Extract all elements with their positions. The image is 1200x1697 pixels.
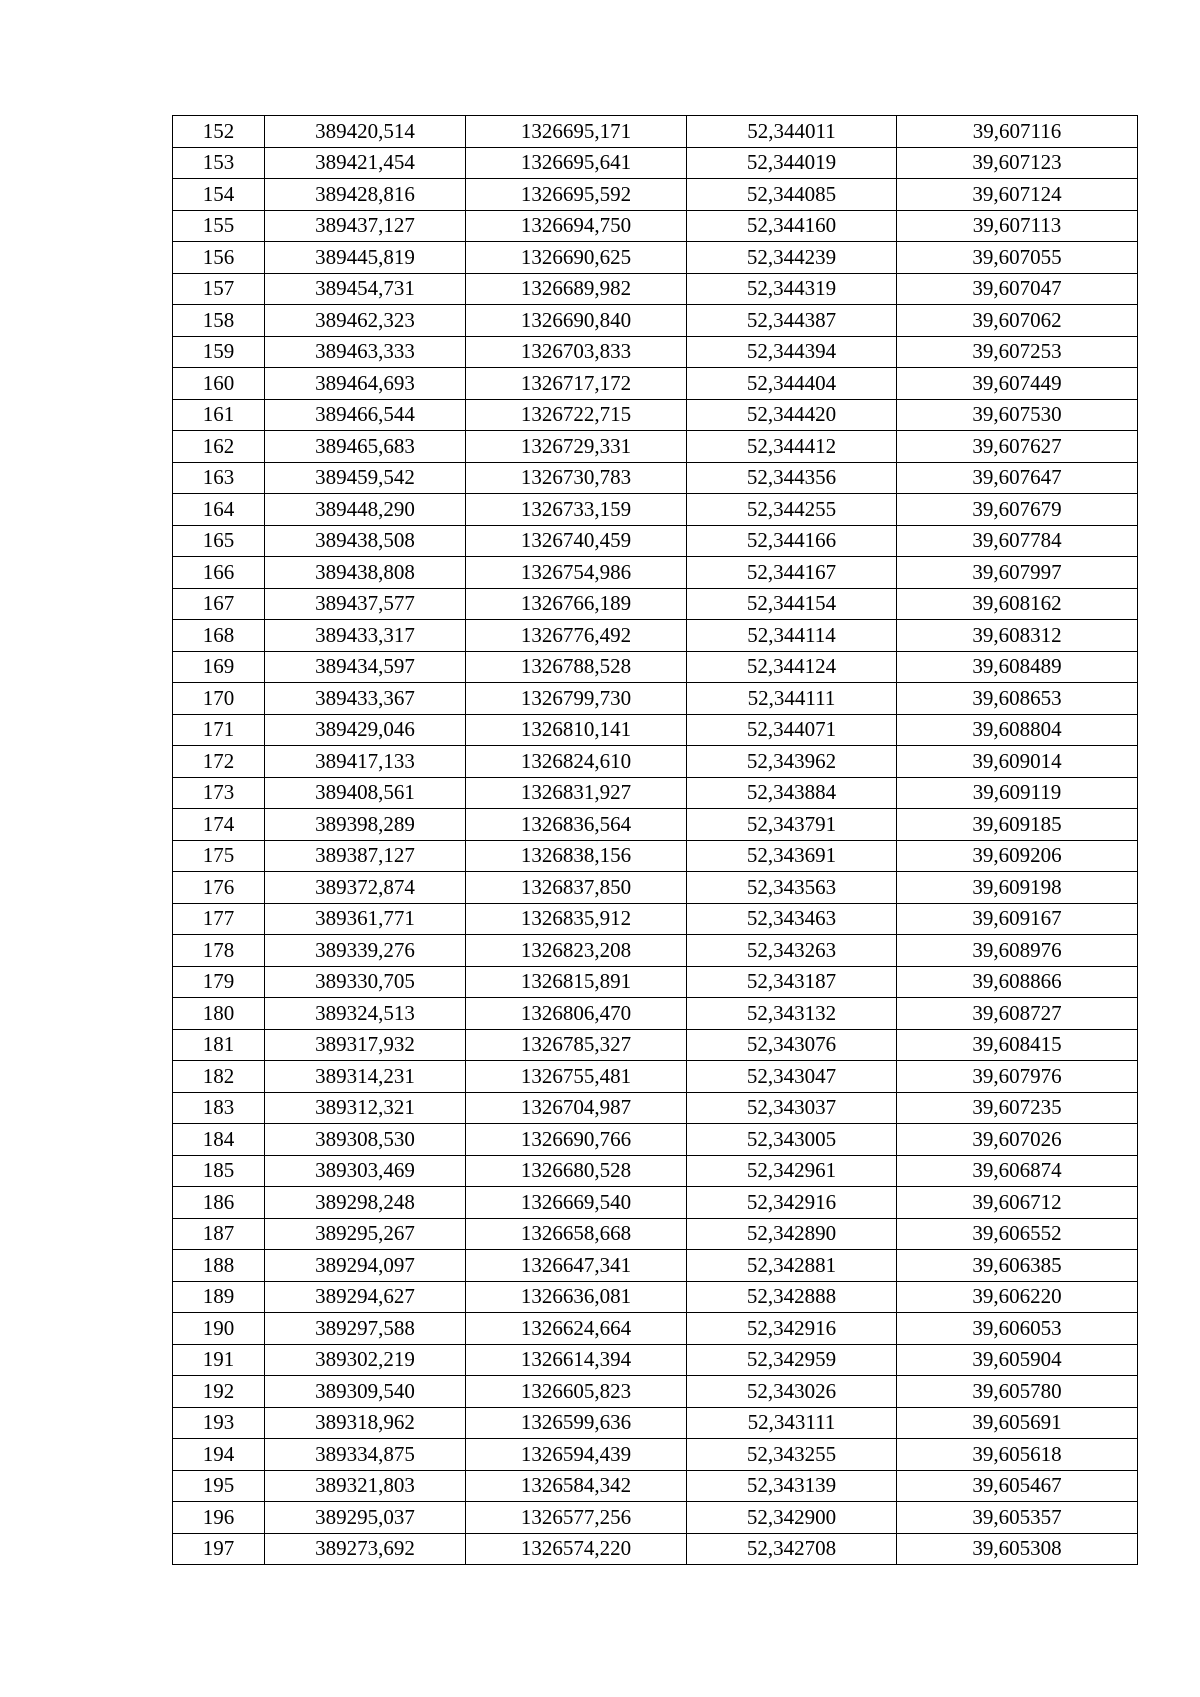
table-row (173, 809, 1138, 841)
point-number-cell: 164 (173, 494, 265, 526)
x-coordinate-cell: 389408,561 (265, 777, 466, 809)
x-coordinate-cell: 389314,231 (265, 1061, 466, 1093)
latitude-cell: 52,343563 (687, 872, 897, 904)
longitude-cell: 39,607062 (897, 305, 1138, 337)
point-number-cell: 180 (173, 998, 265, 1030)
table-row (173, 1533, 1138, 1565)
longitude-cell: 39,606385 (897, 1250, 1138, 1282)
latitude-cell: 52,344387 (687, 305, 897, 337)
x-coordinate-cell: 389303,469 (265, 1155, 466, 1187)
point-number-cell: 196 (173, 1502, 265, 1534)
latitude-cell: 52,343263 (687, 935, 897, 967)
latitude-cell: 52,344011 (687, 116, 897, 148)
latitude-cell: 52,342900 (687, 1502, 897, 1534)
point-number-cell: 181 (173, 1029, 265, 1061)
x-coordinate-cell: 389462,323 (265, 305, 466, 337)
x-coordinate-cell: 389302,219 (265, 1344, 466, 1376)
point-number-cell: 183 (173, 1092, 265, 1124)
x-coordinate-cell: 389429,046 (265, 714, 466, 746)
y-coordinate-cell: 1326836,564 (466, 809, 687, 841)
point-number-cell: 159 (173, 336, 265, 368)
longitude-cell: 39,607449 (897, 368, 1138, 400)
y-coordinate-cell: 1326785,327 (466, 1029, 687, 1061)
point-number-cell: 173 (173, 777, 265, 809)
longitude-cell: 39,608804 (897, 714, 1138, 746)
y-coordinate-cell: 1326837,850 (466, 872, 687, 904)
longitude-cell: 39,607784 (897, 525, 1138, 557)
x-coordinate-cell: 389330,705 (265, 966, 466, 998)
x-coordinate-cell: 389294,097 (265, 1250, 466, 1282)
point-number-cell: 189 (173, 1281, 265, 1313)
y-coordinate-cell: 1326717,172 (466, 368, 687, 400)
table-row (173, 1470, 1138, 1502)
table-row (173, 746, 1138, 778)
y-coordinate-cell: 1326806,470 (466, 998, 687, 1030)
longitude-cell: 39,607116 (897, 116, 1138, 148)
y-coordinate-cell: 1326594,439 (466, 1439, 687, 1471)
latitude-cell: 52,344356 (687, 462, 897, 494)
y-coordinate-cell: 1326574,220 (466, 1533, 687, 1565)
longitude-cell: 39,607679 (897, 494, 1138, 526)
point-number-cell: 166 (173, 557, 265, 589)
longitude-cell: 39,605691 (897, 1407, 1138, 1439)
latitude-cell: 52,343884 (687, 777, 897, 809)
table-row (173, 1281, 1138, 1313)
point-number-cell: 188 (173, 1250, 265, 1282)
longitude-cell: 39,606874 (897, 1155, 1138, 1187)
table-row (173, 431, 1138, 463)
point-number-cell: 184 (173, 1124, 265, 1156)
y-coordinate-cell: 1326577,256 (466, 1502, 687, 1534)
longitude-cell: 39,608489 (897, 651, 1138, 683)
y-coordinate-cell: 1326605,823 (466, 1376, 687, 1408)
y-coordinate-cell: 1326810,141 (466, 714, 687, 746)
table-row (173, 1313, 1138, 1345)
longitude-cell: 39,605618 (897, 1439, 1138, 1471)
longitude-cell: 39,609119 (897, 777, 1138, 809)
table-row (173, 494, 1138, 526)
latitude-cell: 52,344071 (687, 714, 897, 746)
longitude-cell: 39,605780 (897, 1376, 1138, 1408)
latitude-cell: 52,343139 (687, 1470, 897, 1502)
latitude-cell: 52,343076 (687, 1029, 897, 1061)
longitude-cell: 39,607113 (897, 210, 1138, 242)
latitude-cell: 52,344019 (687, 147, 897, 179)
x-coordinate-cell: 389434,597 (265, 651, 466, 683)
point-number-cell: 186 (173, 1187, 265, 1219)
latitude-cell: 52,342961 (687, 1155, 897, 1187)
x-coordinate-cell: 389421,454 (265, 147, 466, 179)
x-coordinate-cell: 389454,731 (265, 273, 466, 305)
point-number-cell: 175 (173, 840, 265, 872)
x-coordinate-cell: 389273,692 (265, 1533, 466, 1565)
latitude-cell: 52,344111 (687, 683, 897, 715)
longitude-cell: 39,607026 (897, 1124, 1138, 1156)
latitude-cell: 52,342890 (687, 1218, 897, 1250)
longitude-cell: 39,607530 (897, 399, 1138, 431)
y-coordinate-cell: 1326690,840 (466, 305, 687, 337)
x-coordinate-cell: 389398,289 (265, 809, 466, 841)
table-row (173, 777, 1138, 809)
table-row (173, 336, 1138, 368)
latitude-cell: 52,343111 (687, 1407, 897, 1439)
latitude-cell: 52,344114 (687, 620, 897, 652)
x-coordinate-cell: 389324,513 (265, 998, 466, 1030)
x-coordinate-cell: 389294,627 (265, 1281, 466, 1313)
y-coordinate-cell: 1326831,927 (466, 777, 687, 809)
table-row (173, 147, 1138, 179)
latitude-cell: 52,343047 (687, 1061, 897, 1093)
point-number-cell: 168 (173, 620, 265, 652)
y-coordinate-cell: 1326799,730 (466, 683, 687, 715)
longitude-cell: 39,608312 (897, 620, 1138, 652)
y-coordinate-cell: 1326647,341 (466, 1250, 687, 1282)
x-coordinate-cell: 389428,816 (265, 179, 466, 211)
y-coordinate-cell: 1326690,625 (466, 242, 687, 274)
point-number-cell: 170 (173, 683, 265, 715)
y-coordinate-cell: 1326695,171 (466, 116, 687, 148)
y-coordinate-cell: 1326695,641 (466, 147, 687, 179)
longitude-cell: 39,608653 (897, 683, 1138, 715)
point-number-cell: 156 (173, 242, 265, 274)
table-row (173, 966, 1138, 998)
y-coordinate-cell: 1326584,342 (466, 1470, 687, 1502)
y-coordinate-cell: 1326680,528 (466, 1155, 687, 1187)
point-number-cell: 190 (173, 1313, 265, 1345)
table-row (173, 1187, 1138, 1219)
longitude-cell: 39,609185 (897, 809, 1138, 841)
table-row (173, 242, 1138, 274)
x-coordinate-cell: 389308,530 (265, 1124, 466, 1156)
y-coordinate-cell: 1326815,891 (466, 966, 687, 998)
latitude-cell: 52,344420 (687, 399, 897, 431)
x-coordinate-cell: 389433,367 (265, 683, 466, 715)
point-number-cell: 191 (173, 1344, 265, 1376)
y-coordinate-cell: 1326740,459 (466, 525, 687, 557)
latitude-cell: 52,343187 (687, 966, 897, 998)
latitude-cell: 52,342888 (687, 1281, 897, 1313)
y-coordinate-cell: 1326722,715 (466, 399, 687, 431)
latitude-cell: 52,343037 (687, 1092, 897, 1124)
longitude-cell: 39,606220 (897, 1281, 1138, 1313)
point-number-cell: 162 (173, 431, 265, 463)
y-coordinate-cell: 1326695,592 (466, 179, 687, 211)
y-coordinate-cell: 1326766,189 (466, 588, 687, 620)
table-row (173, 1155, 1138, 1187)
y-coordinate-cell: 1326624,664 (466, 1313, 687, 1345)
latitude-cell: 52,343005 (687, 1124, 897, 1156)
x-coordinate-cell: 389445,819 (265, 242, 466, 274)
longitude-cell: 39,607976 (897, 1061, 1138, 1093)
point-number-cell: 160 (173, 368, 265, 400)
table-row (173, 620, 1138, 652)
latitude-cell: 52,344394 (687, 336, 897, 368)
coordinates-table (172, 115, 1138, 1565)
longitude-cell: 39,608866 (897, 966, 1138, 998)
table-row (173, 588, 1138, 620)
longitude-cell: 39,607997 (897, 557, 1138, 589)
table-row (173, 1124, 1138, 1156)
x-coordinate-cell: 389438,508 (265, 525, 466, 557)
latitude-cell: 52,342916 (687, 1187, 897, 1219)
x-coordinate-cell: 389318,962 (265, 1407, 466, 1439)
y-coordinate-cell: 1326689,982 (466, 273, 687, 305)
x-coordinate-cell: 389433,317 (265, 620, 466, 652)
longitude-cell: 39,607235 (897, 1092, 1138, 1124)
point-number-cell: 176 (173, 872, 265, 904)
longitude-cell: 39,605308 (897, 1533, 1138, 1565)
longitude-cell: 39,608976 (897, 935, 1138, 967)
latitude-cell: 52,342708 (687, 1533, 897, 1565)
longitude-cell: 39,608415 (897, 1029, 1138, 1061)
x-coordinate-cell: 389334,875 (265, 1439, 466, 1471)
y-coordinate-cell: 1326835,912 (466, 903, 687, 935)
longitude-cell: 39,605467 (897, 1470, 1138, 1502)
latitude-cell: 52,344255 (687, 494, 897, 526)
longitude-cell: 39,607253 (897, 336, 1138, 368)
point-number-cell: 194 (173, 1439, 265, 1471)
point-number-cell: 192 (173, 1376, 265, 1408)
latitude-cell: 52,343463 (687, 903, 897, 935)
table-row (173, 368, 1138, 400)
point-number-cell: 158 (173, 305, 265, 337)
y-coordinate-cell: 1326694,750 (466, 210, 687, 242)
point-number-cell: 152 (173, 116, 265, 148)
point-number-cell: 197 (173, 1533, 265, 1565)
latitude-cell: 52,342881 (687, 1250, 897, 1282)
latitude-cell: 52,344124 (687, 651, 897, 683)
table-row (173, 651, 1138, 683)
x-coordinate-cell: 389361,771 (265, 903, 466, 935)
table-row (173, 462, 1138, 494)
y-coordinate-cell: 1326788,528 (466, 651, 687, 683)
y-coordinate-cell: 1326599,636 (466, 1407, 687, 1439)
y-coordinate-cell: 1326776,492 (466, 620, 687, 652)
y-coordinate-cell: 1326703,833 (466, 336, 687, 368)
table-row (173, 1376, 1138, 1408)
x-coordinate-cell: 389437,127 (265, 210, 466, 242)
table-row (173, 273, 1138, 305)
latitude-cell: 52,344154 (687, 588, 897, 620)
latitude-cell: 52,344319 (687, 273, 897, 305)
x-coordinate-cell: 389295,037 (265, 1502, 466, 1534)
longitude-cell: 39,607123 (897, 147, 1138, 179)
table-row (173, 1061, 1138, 1093)
x-coordinate-cell: 389387,127 (265, 840, 466, 872)
y-coordinate-cell: 1326658,668 (466, 1218, 687, 1250)
latitude-cell: 52,344239 (687, 242, 897, 274)
longitude-cell: 39,609206 (897, 840, 1138, 872)
longitude-cell: 39,608162 (897, 588, 1138, 620)
point-number-cell: 185 (173, 1155, 265, 1187)
longitude-cell: 39,607055 (897, 242, 1138, 274)
x-coordinate-cell: 389437,577 (265, 588, 466, 620)
table-row (173, 935, 1138, 967)
point-number-cell: 187 (173, 1218, 265, 1250)
x-coordinate-cell: 389459,542 (265, 462, 466, 494)
point-number-cell: 172 (173, 746, 265, 778)
longitude-cell: 39,609167 (897, 903, 1138, 935)
x-coordinate-cell: 389438,808 (265, 557, 466, 589)
latitude-cell: 52,343791 (687, 809, 897, 841)
table-row (173, 1250, 1138, 1282)
table-row (173, 714, 1138, 746)
point-number-cell: 161 (173, 399, 265, 431)
table-row (173, 683, 1138, 715)
point-number-cell: 179 (173, 966, 265, 998)
y-coordinate-cell: 1326823,208 (466, 935, 687, 967)
table-row (173, 525, 1138, 557)
latitude-cell: 52,344166 (687, 525, 897, 557)
table-row (173, 305, 1138, 337)
longitude-cell: 39,607047 (897, 273, 1138, 305)
point-number-cell: 177 (173, 903, 265, 935)
y-coordinate-cell: 1326704,987 (466, 1092, 687, 1124)
point-number-cell: 157 (173, 273, 265, 305)
point-number-cell: 153 (173, 147, 265, 179)
x-coordinate-cell: 389420,514 (265, 116, 466, 148)
table-row (173, 557, 1138, 589)
longitude-cell: 39,607627 (897, 431, 1138, 463)
table-row (173, 1439, 1138, 1471)
point-number-cell: 154 (173, 179, 265, 211)
point-number-cell: 169 (173, 651, 265, 683)
point-number-cell: 155 (173, 210, 265, 242)
table-row (173, 872, 1138, 904)
latitude-cell: 52,343962 (687, 746, 897, 778)
longitude-cell: 39,607124 (897, 179, 1138, 211)
table-row (173, 998, 1138, 1030)
x-coordinate-cell: 389372,874 (265, 872, 466, 904)
point-number-cell: 195 (173, 1470, 265, 1502)
latitude-cell: 52,343026 (687, 1376, 897, 1408)
table-row (173, 840, 1138, 872)
latitude-cell: 52,344412 (687, 431, 897, 463)
x-coordinate-cell: 389321,803 (265, 1470, 466, 1502)
longitude-cell: 39,605904 (897, 1344, 1138, 1376)
latitude-cell: 52,342959 (687, 1344, 897, 1376)
x-coordinate-cell: 389317,932 (265, 1029, 466, 1061)
table-row (173, 903, 1138, 935)
table-row (173, 1029, 1138, 1061)
y-coordinate-cell: 1326729,331 (466, 431, 687, 463)
x-coordinate-cell: 389417,133 (265, 746, 466, 778)
longitude-cell: 39,606552 (897, 1218, 1138, 1250)
longitude-cell: 39,608727 (897, 998, 1138, 1030)
latitude-cell: 52,344085 (687, 179, 897, 211)
x-coordinate-cell: 389448,290 (265, 494, 466, 526)
table-row (173, 210, 1138, 242)
x-coordinate-cell: 389295,267 (265, 1218, 466, 1250)
y-coordinate-cell: 1326730,783 (466, 462, 687, 494)
point-number-cell: 167 (173, 588, 265, 620)
y-coordinate-cell: 1326669,540 (466, 1187, 687, 1219)
table-row (173, 1218, 1138, 1250)
table-row (173, 1502, 1138, 1534)
y-coordinate-cell: 1326614,394 (466, 1344, 687, 1376)
latitude-cell: 52,344167 (687, 557, 897, 589)
table-row (173, 1092, 1138, 1124)
longitude-cell: 39,607647 (897, 462, 1138, 494)
x-coordinate-cell: 389464,693 (265, 368, 466, 400)
y-coordinate-cell: 1326733,159 (466, 494, 687, 526)
latitude-cell: 52,344404 (687, 368, 897, 400)
table-row (173, 179, 1138, 211)
table-row (173, 1407, 1138, 1439)
x-coordinate-cell: 389339,276 (265, 935, 466, 967)
point-number-cell: 182 (173, 1061, 265, 1093)
coordinates-table-body (173, 116, 1138, 1565)
longitude-cell: 39,609014 (897, 746, 1138, 778)
x-coordinate-cell: 389309,540 (265, 1376, 466, 1408)
y-coordinate-cell: 1326690,766 (466, 1124, 687, 1156)
point-number-cell: 193 (173, 1407, 265, 1439)
y-coordinate-cell: 1326754,986 (466, 557, 687, 589)
latitude-cell: 52,343132 (687, 998, 897, 1030)
point-number-cell: 178 (173, 935, 265, 967)
x-coordinate-cell: 389312,321 (265, 1092, 466, 1124)
table-row (173, 399, 1138, 431)
y-coordinate-cell: 1326838,156 (466, 840, 687, 872)
x-coordinate-cell: 389466,544 (265, 399, 466, 431)
longitude-cell: 39,609198 (897, 872, 1138, 904)
point-number-cell: 171 (173, 714, 265, 746)
y-coordinate-cell: 1326824,610 (466, 746, 687, 778)
longitude-cell: 39,606712 (897, 1187, 1138, 1219)
x-coordinate-cell: 389465,683 (265, 431, 466, 463)
point-number-cell: 165 (173, 525, 265, 557)
x-coordinate-cell: 389463,333 (265, 336, 466, 368)
point-number-cell: 174 (173, 809, 265, 841)
latitude-cell: 52,343255 (687, 1439, 897, 1471)
y-coordinate-cell: 1326755,481 (466, 1061, 687, 1093)
longitude-cell: 39,606053 (897, 1313, 1138, 1345)
table-row (173, 116, 1138, 148)
latitude-cell: 52,343691 (687, 840, 897, 872)
table-row (173, 1344, 1138, 1376)
longitude-cell: 39,605357 (897, 1502, 1138, 1534)
latitude-cell: 52,342916 (687, 1313, 897, 1345)
point-number-cell: 163 (173, 462, 265, 494)
x-coordinate-cell: 389298,248 (265, 1187, 466, 1219)
x-coordinate-cell: 389297,588 (265, 1313, 466, 1345)
latitude-cell: 52,344160 (687, 210, 897, 242)
y-coordinate-cell: 1326636,081 (466, 1281, 687, 1313)
